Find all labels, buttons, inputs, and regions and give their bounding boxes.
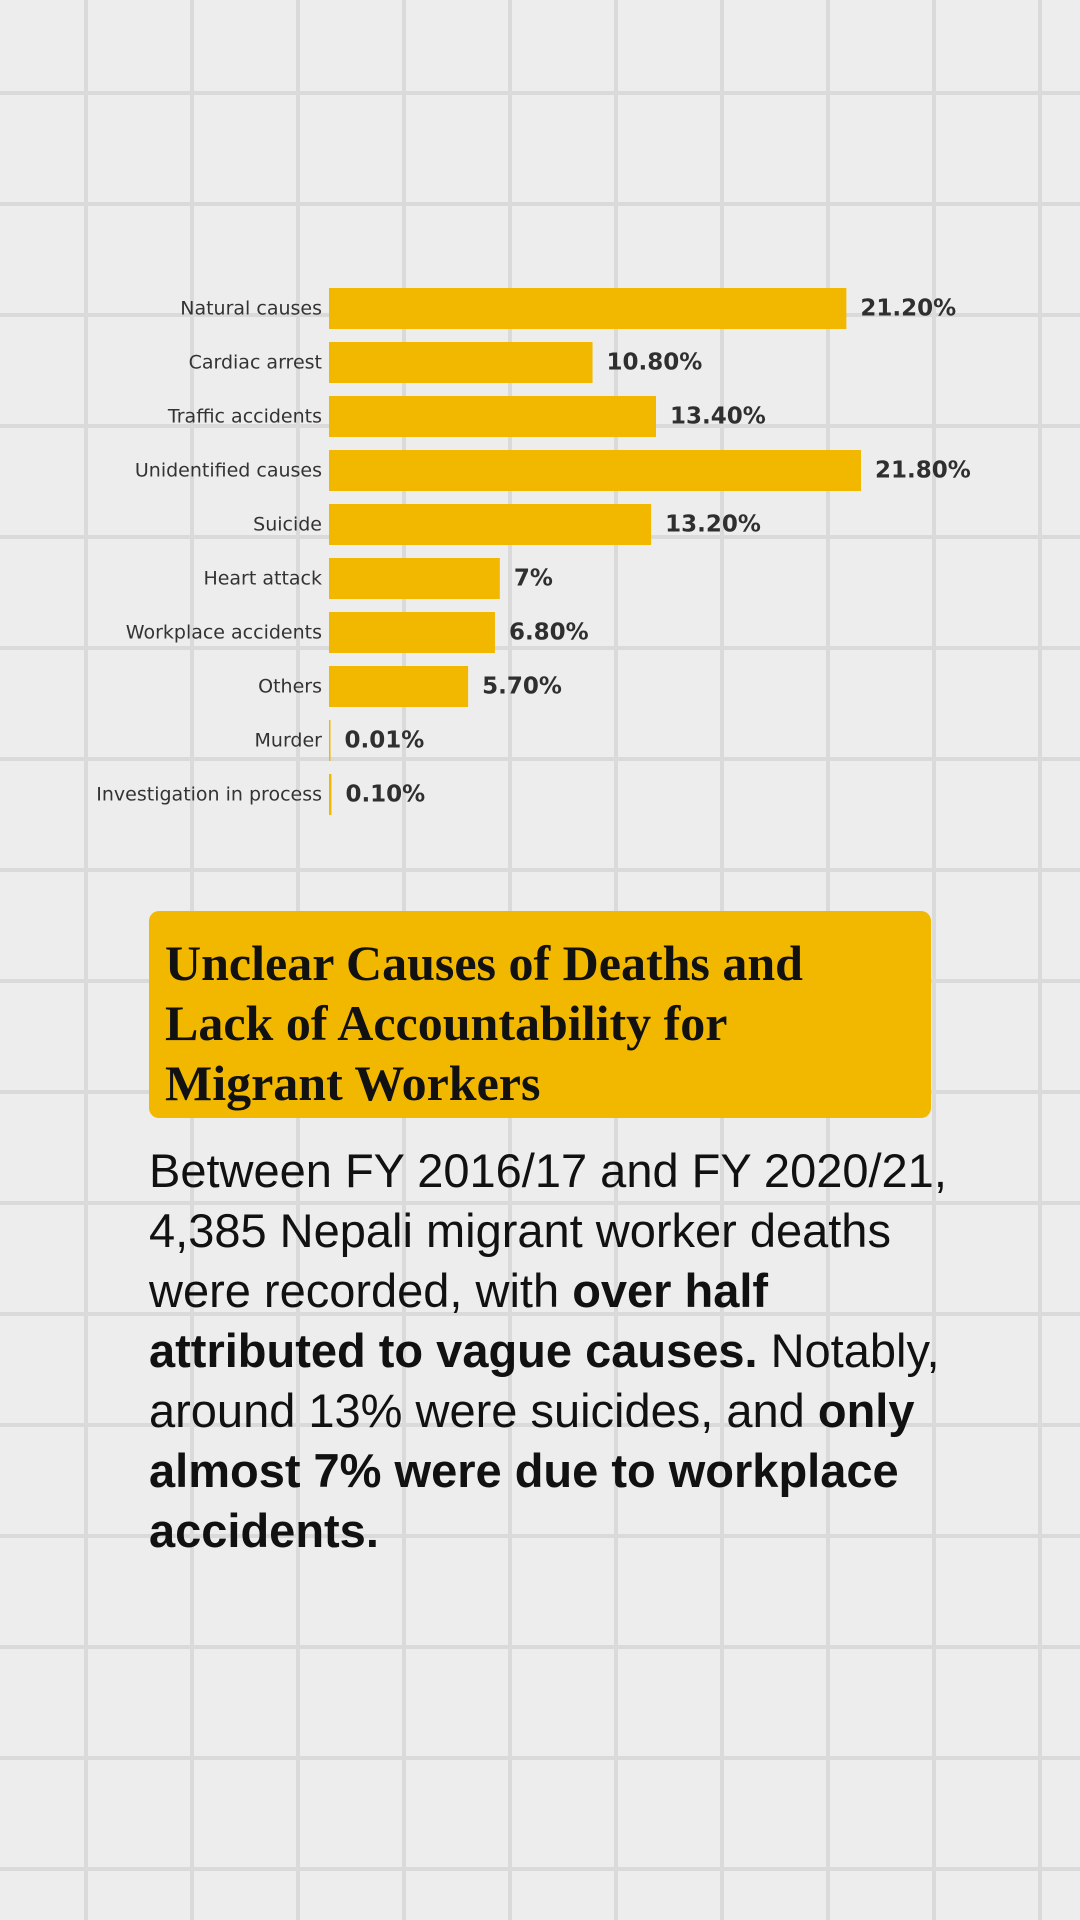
category-label: Investigation in process — [96, 783, 322, 806]
bar — [329, 288, 846, 329]
bar — [329, 720, 331, 761]
data-label: 0.10% — [345, 781, 426, 808]
category-label: Suicide — [253, 513, 322, 536]
summary-highlight-2: only almost 7% were due to workplace accidents. — [149, 1384, 915, 1557]
summary-paragraph — [149, 1141, 949, 1561]
category-label: Cardiac arrest — [188, 351, 322, 374]
page-title: Unclear Causes of Deaths and Lack of Accountability for Migrant Workers — [165, 935, 803, 1111]
category-label: Unidentified causes — [134, 459, 322, 482]
data-label: 0.01% — [344, 727, 425, 754]
bar — [329, 666, 468, 707]
data-label: 21.20% — [860, 295, 957, 322]
bar — [329, 558, 500, 599]
data-label: 13.20% — [665, 511, 761, 538]
data-label: 13.40% — [670, 403, 766, 430]
summary-text-2: Notably, around 13% were suicides, and — [149, 1324, 940, 1437]
bar — [329, 612, 495, 653]
title-banner — [149, 911, 931, 1118]
data-label: 7% — [513, 565, 553, 592]
summary-text-1: Between FY 2016/17 and FY 2020/21, 4,385 Nepali migrant worker deaths were recorded, with — [149, 1144, 947, 1317]
data-label: 21.80% — [875, 457, 971, 484]
category-label: Natural causes — [180, 297, 322, 320]
summary-highlight-1: over half attributed to vague causes. — [149, 1264, 769, 1377]
data-label: 10.80% — [606, 349, 703, 376]
category-label: Traffic accidents — [167, 405, 322, 428]
bar — [329, 450, 861, 491]
category-label: Murder — [254, 729, 322, 752]
category-label: Others — [258, 675, 322, 698]
bar — [329, 504, 651, 545]
data-label: 5.70% — [482, 673, 562, 700]
bar — [329, 342, 593, 383]
bar-chart — [0, 270, 1080, 830]
category-label: Heart attack — [203, 567, 322, 590]
data-label: 6.80% — [508, 619, 589, 646]
category-label: Workplace accidents — [125, 621, 322, 644]
bar — [329, 396, 656, 437]
bar — [329, 774, 331, 815]
